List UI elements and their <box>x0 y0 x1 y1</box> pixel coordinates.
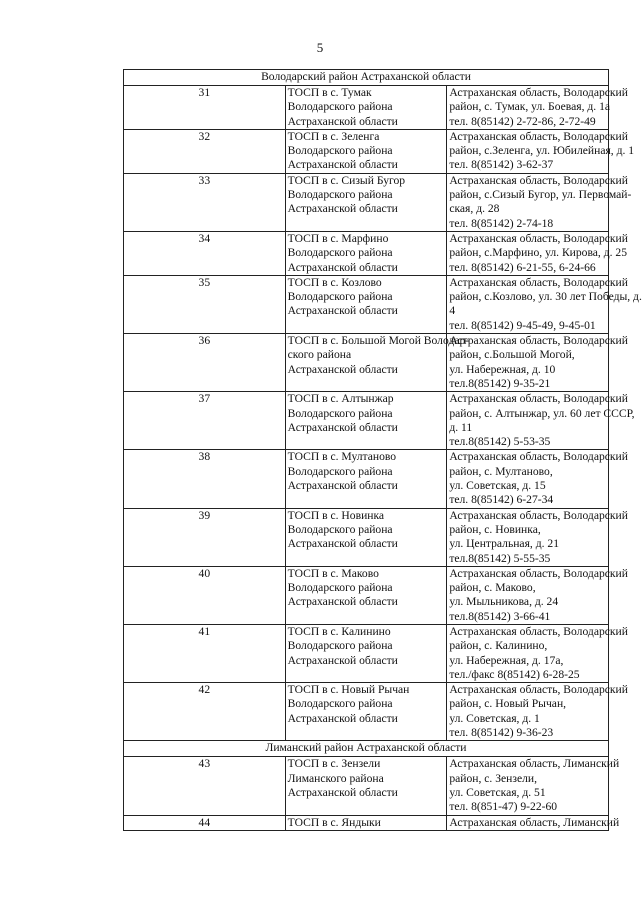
office-name-cell <box>285 566 447 624</box>
office-name-line: ТОСП в с. Зензели <box>287 757 381 771</box>
registry-table <box>123 69 642 831</box>
office-address-cell <box>447 683 628 741</box>
office-address-cell <box>447 757 620 815</box>
table-row <box>124 624 609 682</box>
row-number: 42 <box>124 683 286 741</box>
address-line: ул. Советская, д. 15 <box>449 479 546 493</box>
office-address-cell <box>447 231 628 275</box>
table-row <box>124 815 609 830</box>
office-name-line: Володарского района <box>287 246 393 260</box>
table-row <box>124 757 609 815</box>
office-name-line: ТОСП в с. Новый Рычан <box>287 683 410 697</box>
office-name-line: ТОСП в с. Большой Могой Володар- <box>287 334 470 348</box>
office-name-cell <box>285 275 447 333</box>
office-name-line: Володарского района <box>287 290 393 304</box>
address-line: район, с. Мултаново, <box>449 464 553 478</box>
address-line: район, с. Новый Рычан, <box>449 697 567 711</box>
office-name-line: Астраханской области <box>287 479 398 493</box>
office-name-cell <box>285 450 447 508</box>
office-name-line: Володарского района <box>287 406 393 420</box>
address-line: тел.8(85142) 3-66-41 <box>449 609 551 623</box>
address-line: ул. Советская, д. 51 <box>449 785 546 799</box>
row-number: 43 <box>124 757 286 815</box>
row-number: 36 <box>124 334 286 392</box>
address-line: Астраханская область, Володарский <box>449 129 628 143</box>
office-address-cell <box>447 508 628 566</box>
address-line: ская, д. 28 <box>449 202 500 216</box>
address-line: Астраханская область, Володарский <box>449 508 628 522</box>
office-name-line: ТОСП в с. Алтынжар <box>287 392 394 406</box>
office-name-line: Астраханской области <box>287 785 398 799</box>
address-line: Астраханская область, Володарский <box>449 334 628 348</box>
office-name-line: Володарского района <box>287 581 393 595</box>
office-name-cell <box>285 173 447 231</box>
address-line: 4 <box>449 304 456 318</box>
office-name-cell <box>285 392 447 450</box>
office-name-line: Астраханской области <box>287 711 398 725</box>
region-header: Володарский район Астраханской области <box>124 70 609 86</box>
table-row <box>124 129 609 173</box>
address-line: ул. Советская, д. 1 <box>449 711 540 725</box>
region-header-row <box>124 70 609 86</box>
office-name-line: Астраханской области <box>287 653 398 667</box>
address-line: тел.8(85142) 5-55-35 <box>449 551 551 565</box>
office-name-line: Астраханской области <box>287 420 398 434</box>
office-name-line: ТОСП в с. Козлово <box>287 275 382 289</box>
address-line: район, с.Сизый Бугор, ул. Первомай- <box>449 188 632 202</box>
address-line: ул. Набережная, д. 10 <box>449 362 556 376</box>
row-number: 31 <box>124 86 286 130</box>
office-name-line: Володарского района <box>287 464 393 478</box>
address-line: Астраханская область, Лиманский <box>449 815 620 829</box>
office-name-cell <box>285 334 470 392</box>
address-line: тел. 8(85142) 2-74-18 <box>449 216 554 230</box>
row-number: 39 <box>124 508 286 566</box>
row-number: 38 <box>124 450 286 508</box>
office-address-cell <box>447 450 628 508</box>
office-address-cell <box>447 392 635 450</box>
address-line: Астраханская область, Володарский <box>449 450 628 464</box>
page-number: 5 <box>316 40 324 55</box>
office-name-cell <box>285 86 447 130</box>
address-line: Астраханская область, Володарский <box>449 624 628 638</box>
row-number: 32 <box>124 129 286 173</box>
address-line: Астраханская область, Володарский <box>449 231 628 245</box>
address-line: тел.8(85142) 5-53-35 <box>449 435 551 449</box>
office-name-line: ТОСП в с. Яндыки <box>287 815 381 829</box>
address-line: Астраханская область, Володарский <box>449 683 628 697</box>
table-row <box>124 275 609 333</box>
row-number: 35 <box>124 275 286 333</box>
region-header-row <box>124 741 609 757</box>
office-name-cell <box>285 815 447 830</box>
office-address-cell <box>447 566 628 624</box>
address-line: тел./факс 8(85142) 6-28-25 <box>449 667 580 681</box>
address-line: Астраханская область, Володарский <box>449 566 628 580</box>
address-line: район, с.Зеленга, ул. Юбилейная, д. 1 <box>449 144 635 158</box>
table-row <box>124 334 609 392</box>
office-name-line: Лиманского района <box>287 771 384 785</box>
office-name-cell <box>285 757 447 815</box>
row-number: 37 <box>124 392 286 450</box>
office-name-line: Володарского района <box>287 188 393 202</box>
office-name-cell <box>285 683 447 741</box>
office-address-cell <box>447 86 628 130</box>
address-line: район, с. Алтынжар, ул. 60 лет СССР, <box>449 406 635 420</box>
address-line: д. 11 <box>449 420 473 434</box>
table-row <box>124 86 609 130</box>
office-address-cell <box>447 129 635 173</box>
table-row <box>124 173 609 231</box>
table-row <box>124 450 609 508</box>
address-line: тел. 8(85142) 9-45-49, 9-45-01 <box>449 318 596 332</box>
office-name-cell <box>285 508 447 566</box>
address-line: район, с.Большой Могой, <box>449 348 575 362</box>
office-name-line: Володарского района <box>287 100 393 114</box>
office-name-cell <box>285 129 447 173</box>
office-name-line: Астраханской области <box>287 202 398 216</box>
office-address-cell <box>447 275 642 333</box>
office-name-line: ТОСП в с. Маково <box>287 566 379 580</box>
office-name-line: Володарского района <box>287 697 393 711</box>
office-name-line: ТОСП в с. Сизый Бугор <box>287 173 406 187</box>
address-line: ул. Центральная, д. 21 <box>449 537 560 551</box>
address-line: район, с.Марфино, ул. Кирова, д. 25 <box>449 246 628 260</box>
address-line: тел. 8(85142) 9-36-23 <box>449 726 554 740</box>
region-header: Лиманский район Астраханской области <box>124 741 609 757</box>
address-line: тел. 8(85142) 2-72-86, 2-72-49 <box>449 114 596 128</box>
office-name-line: ТОСП в с. Калинино <box>287 624 391 638</box>
office-name-line: Астраханской области <box>287 304 398 318</box>
office-name-cell <box>285 624 447 682</box>
address-line: Астраханская область, Володарский <box>449 275 628 289</box>
office-name-line: ТОСП в с. Зеленга <box>287 129 380 143</box>
office-name-line: ТОСП в с. Тумак <box>287 86 372 99</box>
office-address-cell <box>447 334 628 392</box>
office-address-cell <box>447 624 628 682</box>
office-name-line: Володарского района <box>287 522 393 536</box>
office-name-line: Астраханской области <box>287 595 398 609</box>
address-line: тел.8(85142) 9-35-21 <box>449 376 551 390</box>
row-number: 33 <box>124 173 286 231</box>
office-name-line: ТОСП в с. Новинка <box>287 508 385 522</box>
address-line: ул. Набережная, д. 17а, <box>449 653 564 667</box>
office-name-line: Астраханской области <box>287 158 398 172</box>
address-line: Астраханская область, Лиманский <box>449 757 620 771</box>
address-line: район, с. Калинино, <box>449 639 548 653</box>
office-name-line: ТОСП в с. Мултаново <box>287 450 397 464</box>
address-line: тел. 8(85142) 3-62-37 <box>449 158 554 172</box>
address-line: ул. Мыльникова, д. 24 <box>449 595 559 609</box>
address-line: район, с.Козлово, ул. 30 лет Победы, д. <box>449 290 642 304</box>
table-row <box>124 683 609 741</box>
office-name-line: Астраханской области <box>287 114 398 128</box>
office-name-line: Астраханской области <box>287 537 398 551</box>
address-line: Астраханская область, Володарский <box>449 173 628 187</box>
table-row <box>124 392 609 450</box>
address-line: Астраханская область, Володарский <box>449 86 628 99</box>
address-line: район, с. Тумак, ул. Боевая, д. 1а <box>449 100 611 114</box>
office-name-line: ТОСП в с. Марфино <box>287 231 389 245</box>
row-number: 40 <box>124 566 286 624</box>
row-number: 41 <box>124 624 286 682</box>
address-line: тел. 8(85142) 6-21-55, 6-24-66 <box>449 260 596 274</box>
office-name-line: ского района <box>287 348 352 362</box>
office-name-cell <box>285 231 447 275</box>
address-line: тел. 8(85142) 6-27-34 <box>449 493 554 507</box>
address-line: тел. 8(851-47) 9-22-60 <box>449 800 558 814</box>
address-line: Астраханская область, Володарский <box>449 392 628 406</box>
table-row <box>124 566 609 624</box>
address-line: район, с. Маково, <box>449 581 536 595</box>
row-number: 44 <box>124 815 286 830</box>
table-row <box>124 508 609 566</box>
office-name-line: Володарского района <box>287 639 393 653</box>
row-number: 34 <box>124 231 286 275</box>
address-line: район, с. Зензели, <box>449 771 537 785</box>
office-name-line: Володарского района <box>287 144 393 158</box>
office-name-line: Астраханской области <box>287 260 398 274</box>
address-line: район, с. Новинка, <box>449 522 541 536</box>
office-address-cell <box>447 815 620 830</box>
office-name-line: Астраханской области <box>287 362 398 376</box>
table-row <box>124 231 609 275</box>
office-address-cell <box>447 173 632 231</box>
